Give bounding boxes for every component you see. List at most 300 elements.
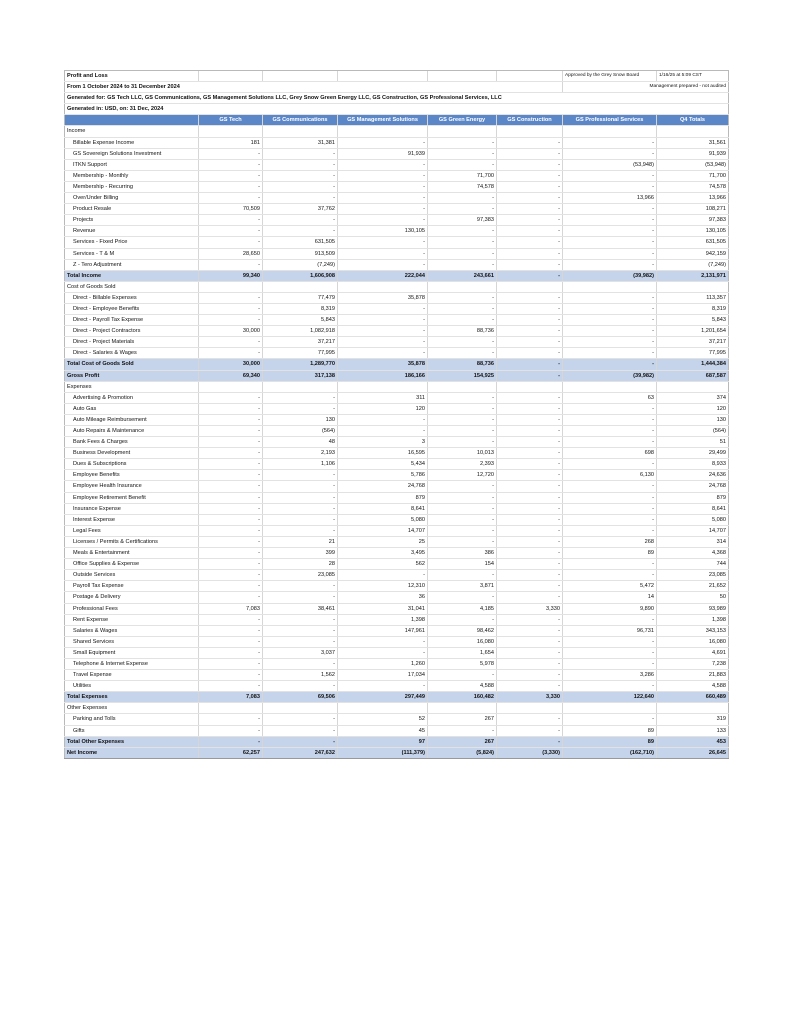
total-row	[65, 736, 729, 747]
cell-value: 9,890	[563, 603, 657, 614]
cell-value: 8,319	[263, 303, 338, 314]
cell-value: 89	[563, 548, 657, 559]
row-label: Direct - Payroll Tax Expense	[65, 315, 199, 326]
cell-value: -	[497, 481, 563, 492]
cell-value: -	[428, 303, 497, 314]
table-row	[65, 592, 729, 603]
cell-value: -	[199, 181, 263, 192]
cell-value: 21,883	[657, 670, 729, 681]
cell-value: -	[497, 503, 563, 514]
row-label: Services - T & M	[65, 248, 199, 259]
cell-value: 130,105	[338, 226, 428, 237]
row-label: Small Equipment	[65, 647, 199, 658]
cell-value: 268	[563, 536, 657, 547]
cell-value: 23,085	[657, 570, 729, 581]
cell-value: -	[497, 426, 563, 437]
row-label: Gifts	[65, 725, 199, 736]
cell-value: 130	[263, 414, 338, 425]
cell-value: 30,000	[199, 326, 263, 337]
cell-value: -	[497, 170, 563, 181]
cell-value: 267	[428, 714, 497, 725]
cell-value: -	[428, 503, 497, 514]
empty-cell	[657, 703, 729, 714]
empty-cell	[657, 281, 729, 292]
cell-value: -	[199, 193, 263, 204]
cell-value: -	[263, 503, 338, 514]
cell-value: 30,000	[199, 359, 263, 370]
cell-value: -	[428, 492, 497, 503]
cell-value: 24,768	[338, 481, 428, 492]
empty-cell	[263, 381, 338, 392]
table-row	[65, 137, 729, 148]
cell-value: 314	[657, 536, 729, 547]
row-label: Projects	[65, 215, 199, 226]
cell-value: -	[497, 237, 563, 248]
cell-value: 317,138	[263, 370, 338, 381]
cell-value: 5,472	[563, 581, 657, 592]
table-row	[65, 392, 729, 403]
row-label: Total Expenses	[65, 692, 199, 703]
cell-value: -	[428, 525, 497, 536]
table-row	[65, 226, 729, 237]
cell-value: 25	[338, 536, 428, 547]
row-label: Services - Fixed Price	[65, 237, 199, 248]
empty-cell	[497, 703, 563, 714]
cell-value: 97,383	[657, 215, 729, 226]
cell-value: 8,319	[657, 303, 729, 314]
cell-value: -	[199, 470, 263, 481]
cell-value: 98,462	[428, 625, 497, 636]
empty-cell	[563, 381, 657, 392]
cell-value: 243,661	[428, 270, 497, 281]
cell-value: -	[428, 403, 497, 414]
section-row	[65, 381, 729, 392]
cell-value: -	[199, 714, 263, 725]
cell-value: 3,330	[497, 692, 563, 703]
cell-value: 247,632	[263, 747, 338, 758]
report-period: From 1 October 2024 to 31 December 2024	[65, 82, 563, 93]
empty-cell	[657, 126, 729, 137]
empty-cell	[428, 703, 497, 714]
cell-value: 28	[263, 559, 338, 570]
table-row	[65, 614, 729, 625]
cell-value: -	[199, 215, 263, 226]
cell-value: -	[428, 414, 497, 425]
cell-value: -	[338, 647, 428, 658]
cell-value: -	[428, 315, 497, 326]
generated-for: Generated for: GS Tech LLC, GS Communications, GS Management Solutions LLC, Grey Snow Green Energy LLC, GS Construction, GS Professional Services, LLC	[65, 93, 729, 104]
cell-value: -	[497, 414, 563, 425]
row-label: Total Income	[65, 270, 199, 281]
cell-value: -	[338, 414, 428, 425]
cell-value: -	[497, 204, 563, 215]
cell-value: -	[428, 614, 497, 625]
cell-value: 160,482	[428, 692, 497, 703]
table-row	[65, 670, 729, 681]
cell-value: 24,768	[657, 481, 729, 492]
cell-value: 52	[338, 714, 428, 725]
empty-cell	[199, 381, 263, 392]
cell-value: -	[199, 548, 263, 559]
cell-value: -	[497, 181, 563, 192]
cell-value: 154,925	[428, 370, 497, 381]
cell-value: 21,652	[657, 581, 729, 592]
cell-value: -	[497, 193, 563, 204]
row-label: Income	[65, 126, 199, 137]
empty-cell	[199, 126, 263, 137]
row-label: Legal Fees	[65, 525, 199, 536]
cell-value: 37,217	[263, 337, 338, 348]
cell-value: -	[563, 137, 657, 148]
table-row	[65, 448, 729, 459]
empty-cell	[263, 281, 338, 292]
cell-value: 3,495	[338, 548, 428, 559]
cell-value: -	[263, 181, 338, 192]
cell-value: 5,843	[657, 315, 729, 326]
cell-value: -	[428, 392, 497, 403]
row-label: Gross Profit	[65, 370, 199, 381]
cell-value: -	[338, 259, 428, 270]
cell-value: -	[563, 215, 657, 226]
cell-value: 8,641	[338, 503, 428, 514]
cell-value: -	[563, 658, 657, 669]
empty-cell	[428, 281, 497, 292]
cell-value: -	[563, 359, 657, 370]
row-label: Direct - Billable Expenses	[65, 292, 199, 303]
table-row	[65, 525, 729, 536]
cell-value: -	[563, 259, 657, 270]
row-label: Membership - Recurring	[65, 181, 199, 192]
row-label: Product Resale	[65, 204, 199, 215]
cell-value: -	[428, 348, 497, 359]
cell-value: -	[497, 392, 563, 403]
cell-value: -	[497, 270, 563, 281]
cell-value: (111,379)	[338, 747, 428, 758]
cell-value: -	[199, 625, 263, 636]
table-row	[65, 514, 729, 525]
cell-value: -	[428, 148, 497, 159]
cell-value: 120	[338, 403, 428, 414]
cell-value: -	[263, 525, 338, 536]
cell-value: 13,966	[563, 193, 657, 204]
cell-value: 88,736	[428, 326, 497, 337]
cell-value: -	[497, 259, 563, 270]
cell-value: -	[563, 148, 657, 159]
cell-value: 74,578	[428, 181, 497, 192]
cell-value: 69,506	[263, 692, 338, 703]
cell-value: -	[199, 681, 263, 692]
cell-value: 3,330	[497, 603, 563, 614]
row-label: Billable Expense Income	[65, 137, 199, 148]
cell-value: -	[199, 292, 263, 303]
table-row	[65, 459, 729, 470]
row-label: Net Income	[65, 747, 199, 758]
cell-value: -	[263, 392, 338, 403]
cell-value: -	[428, 437, 497, 448]
cell-value: -	[338, 237, 428, 248]
cell-value: -	[338, 181, 428, 192]
cell-value: -	[428, 259, 497, 270]
table-row	[65, 403, 729, 414]
cell-value: -	[428, 725, 497, 736]
empty-cell	[338, 126, 428, 137]
cell-value: 297,449	[338, 692, 428, 703]
cell-value: 6,130	[563, 470, 657, 481]
cell-value: -	[263, 193, 338, 204]
cell-value: -	[428, 481, 497, 492]
cell-value: -	[563, 714, 657, 725]
cell-value: -	[199, 259, 263, 270]
cell-value: -	[497, 625, 563, 636]
table-row	[65, 326, 729, 337]
cell-value: 96,731	[563, 625, 657, 636]
cell-value: -	[199, 559, 263, 570]
cell-value: -	[338, 326, 428, 337]
row-label: Auto Gas	[65, 403, 199, 414]
cell-value: -	[497, 459, 563, 470]
cell-value: 222,044	[338, 270, 428, 281]
cell-value: -	[563, 170, 657, 181]
cell-value: 3,286	[563, 670, 657, 681]
cell-value: -	[497, 714, 563, 725]
empty-cell	[428, 381, 497, 392]
cell-value: -	[199, 481, 263, 492]
row-label: Over/Under Billing	[65, 193, 199, 204]
cell-value: 35,878	[338, 292, 428, 303]
cell-value: -	[199, 315, 263, 326]
cell-value: -	[497, 403, 563, 414]
cell-value: -	[497, 581, 563, 592]
row-label: Employee Health Insurance	[65, 481, 199, 492]
cell-value: -	[338, 636, 428, 647]
cell-value: -	[263, 481, 338, 492]
cell-value: -	[263, 159, 338, 170]
empty-cell	[563, 126, 657, 137]
cell-value: -	[263, 215, 338, 226]
cell-value: -	[338, 248, 428, 259]
cell-value: 31,041	[338, 603, 428, 614]
row-label: Office Supplies & Expense	[65, 559, 199, 570]
row-label: Cost of Goods Sold	[65, 281, 199, 292]
cell-value: 89	[563, 725, 657, 736]
cell-value: (3,330)	[497, 747, 563, 758]
cell-value: 1,289,770	[263, 359, 338, 370]
cell-value: -	[199, 148, 263, 159]
cell-value: -	[497, 548, 563, 559]
report-timestamp: 1/16/25 at 5:09 CST	[657, 71, 729, 82]
cell-value: 660,489	[657, 692, 729, 703]
cell-value: 2,193	[263, 448, 338, 459]
empty-cell	[497, 381, 563, 392]
cell-value: 29,499	[657, 448, 729, 459]
cell-value: -	[563, 559, 657, 570]
row-label: Employee Benefits	[65, 470, 199, 481]
cell-value: -	[338, 348, 428, 359]
empty-cell	[563, 703, 657, 714]
cell-value: -	[428, 137, 497, 148]
cell-value: -	[428, 670, 497, 681]
cell-value: 311	[338, 392, 428, 403]
row-label: Parking and Tolls	[65, 714, 199, 725]
cell-value: -	[563, 636, 657, 647]
column-header-blank	[65, 115, 199, 126]
column-header: Q4 Totals	[657, 115, 729, 126]
cell-value: 1,606,908	[263, 270, 338, 281]
cell-value: 14	[563, 592, 657, 603]
row-label: Direct - Employee Benefits	[65, 303, 199, 314]
cell-value: -	[563, 647, 657, 658]
cell-value: -	[497, 492, 563, 503]
cell-value: 8,933	[657, 459, 729, 470]
cell-value: -	[563, 426, 657, 437]
row-label: GS Sovereign Solutions Investment	[65, 148, 199, 159]
cell-value: 71,700	[428, 170, 497, 181]
empty-cell	[497, 281, 563, 292]
cell-value: -	[199, 337, 263, 348]
cell-value: -	[199, 226, 263, 237]
table-row	[65, 148, 729, 159]
cell-value: 51	[657, 437, 729, 448]
management-note: Management prepared - not audited	[563, 82, 729, 93]
cell-value: -	[563, 204, 657, 215]
net-income-row	[65, 747, 729, 758]
table-row	[65, 492, 729, 503]
cell-value: 399	[263, 548, 338, 559]
row-label: Payroll Tax Expense	[65, 581, 199, 592]
cell-value: -	[199, 614, 263, 625]
cell-value: -	[263, 148, 338, 159]
cell-value: 562	[338, 559, 428, 570]
cell-value: -	[563, 337, 657, 348]
cell-value: 1,398	[338, 614, 428, 625]
row-label: Direct - Salaries & Wages	[65, 348, 199, 359]
table-row	[65, 237, 729, 248]
cell-value: -	[497, 226, 563, 237]
cell-value: -	[199, 503, 263, 514]
cell-value: 5,080	[657, 514, 729, 525]
column-header: GS Tech	[199, 115, 263, 126]
cell-value: 3,037	[263, 647, 338, 658]
cell-value: 91,939	[657, 148, 729, 159]
cell-value: -	[199, 403, 263, 414]
table-row	[65, 548, 729, 559]
cell-value: -	[428, 248, 497, 259]
cell-value: -	[199, 159, 263, 170]
table-row	[65, 636, 729, 647]
cell-value: (39,982)	[563, 370, 657, 381]
cell-value: 93,989	[657, 603, 729, 614]
cell-value: 3,871	[428, 581, 497, 592]
cell-value: (162,710)	[563, 747, 657, 758]
empty-cell	[338, 381, 428, 392]
row-label: Meals & Entertainment	[65, 548, 199, 559]
cell-value: 31,561	[657, 137, 729, 148]
row-label: Direct - Project Contractors	[65, 326, 199, 337]
table-row	[65, 570, 729, 581]
cell-value: (7,249)	[263, 259, 338, 270]
cell-value: -	[497, 681, 563, 692]
cell-value: 14,707	[657, 525, 729, 536]
cell-value: -	[263, 614, 338, 625]
cell-value: 186,166	[338, 370, 428, 381]
row-label: Professional Fees	[65, 603, 199, 614]
cell-value: 37,762	[263, 204, 338, 215]
row-label: Other Expenses	[65, 703, 199, 714]
row-label: Direct - Project Materials	[65, 337, 199, 348]
cell-value: 16,080	[657, 636, 729, 647]
row-label: Licenses / Permits & Certifications	[65, 536, 199, 547]
cell-value: 374	[657, 392, 729, 403]
cell-value: -	[199, 448, 263, 459]
cell-value: -	[563, 414, 657, 425]
cell-value: 88,736	[428, 359, 497, 370]
cell-value: -	[199, 459, 263, 470]
cell-value: 50	[657, 592, 729, 603]
cell-value: 687,587	[657, 370, 729, 381]
cell-value: 7,083	[199, 603, 263, 614]
cell-value: -	[428, 426, 497, 437]
cell-value: -	[263, 658, 338, 669]
row-label: Salaries & Wages	[65, 625, 199, 636]
cell-value: -	[428, 226, 497, 237]
empty-cell	[263, 703, 338, 714]
cell-value: 7,083	[199, 692, 263, 703]
cell-value: 1,201,654	[657, 326, 729, 337]
cell-value: 3	[338, 437, 428, 448]
cell-value: 2,393	[428, 459, 497, 470]
cell-value: 63	[563, 392, 657, 403]
cell-value: -	[563, 181, 657, 192]
cell-value: -	[497, 137, 563, 148]
cell-value: -	[338, 193, 428, 204]
cell-value: -	[497, 725, 563, 736]
cell-value: 453	[657, 736, 729, 747]
cell-value: -	[428, 159, 497, 170]
cell-value: 122,640	[563, 692, 657, 703]
cell-value: (53,948)	[657, 159, 729, 170]
total-row	[65, 370, 729, 381]
profit-and-loss-sheet	[64, 70, 728, 759]
approval-note: Approved by the Grey Snow Board	[563, 71, 657, 82]
empty-cell	[199, 703, 263, 714]
table-row	[65, 337, 729, 348]
cell-value: -	[497, 359, 563, 370]
cell-value: 89	[563, 736, 657, 747]
column-header: GS Green Energy	[428, 115, 497, 126]
cell-value: 5,978	[428, 658, 497, 669]
cell-value: 16,080	[428, 636, 497, 647]
cell-value: 10,013	[428, 448, 497, 459]
cell-value: -	[338, 570, 428, 581]
cell-value: -	[428, 204, 497, 215]
table-row	[65, 603, 729, 614]
cell-value: -	[338, 337, 428, 348]
row-label: Auto Mileage Reimbursement	[65, 414, 199, 425]
row-label: Outside Services	[65, 570, 199, 581]
cell-value: 1,082,918	[263, 326, 338, 337]
cell-value: 24,636	[657, 470, 729, 481]
row-label: Bank Fees & Charges	[65, 437, 199, 448]
cell-value: 1,562	[263, 670, 338, 681]
column-header: GS Construction	[497, 115, 563, 126]
row-label: Shared Services	[65, 636, 199, 647]
cell-value: -	[338, 204, 428, 215]
cell-value: 133	[657, 725, 729, 736]
table-row	[65, 714, 729, 725]
cell-value: (7,249)	[657, 259, 729, 270]
cell-value: 108,271	[657, 204, 729, 215]
empty-cell	[338, 703, 428, 714]
